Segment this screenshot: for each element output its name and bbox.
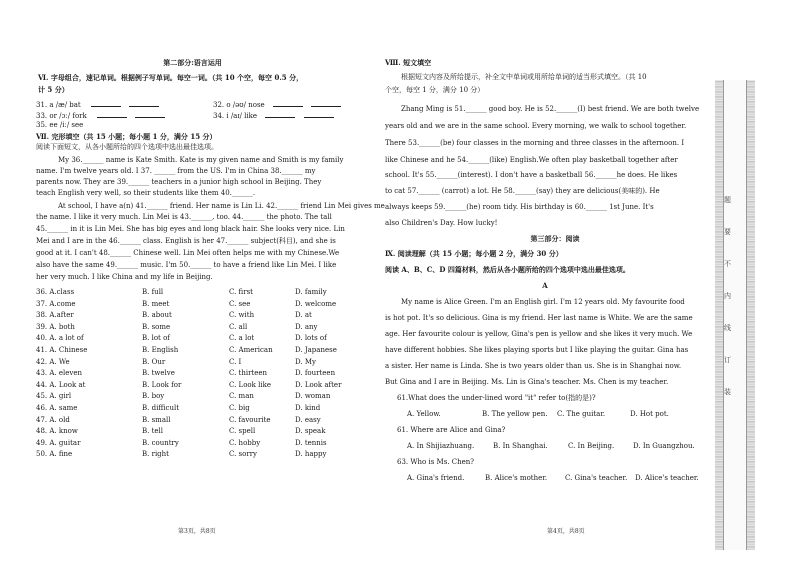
question-option: A. Yellow. bbox=[407, 410, 441, 418]
section8-heading: Ⅷ. 短文填空 bbox=[385, 58, 432, 67]
question-option: D. In Guangzhou. bbox=[633, 442, 695, 450]
section8-instruction: 根据短文内容及所给提示，补全文中单词或用所给单词的适当形式填空。（共 10 bbox=[401, 73, 647, 81]
passage-line: There 53.______(be) four classes in the morning and three classes in the afternoon. I bbox=[385, 139, 685, 147]
question: 61.What does the under-lined word "it" refer to(指的是)? bbox=[397, 394, 596, 402]
question-option: B. The yellow pen. bbox=[482, 410, 548, 418]
passage-line: teach English very well, so their students like them 40.______. bbox=[36, 189, 256, 197]
cloze-option: D. woman bbox=[295, 392, 331, 401]
cloze-option: B. boy bbox=[142, 392, 165, 401]
cloze-option: C. all bbox=[229, 322, 248, 331]
cloze-option: C. sorry bbox=[229, 450, 258, 459]
reading-line: is hot pot. It's so delicious. Gina is my friend. Her last name is White. We are the same bbox=[385, 314, 693, 322]
cloze-option: D. kind bbox=[295, 404, 321, 412]
cloze-option: B. small bbox=[142, 415, 171, 424]
cloze-option: C. favourite bbox=[229, 415, 271, 424]
cloze-option: B. full bbox=[142, 288, 164, 296]
cloze-option: C. thirteen bbox=[229, 369, 268, 378]
binding-margin-inner bbox=[723, 80, 747, 550]
cloze-option: C. Look like bbox=[229, 380, 271, 389]
cloze-option: 48. A. know bbox=[36, 427, 78, 436]
section6-heading-cont: 计 5 分） bbox=[38, 85, 69, 94]
cloze-option: C. a lot bbox=[229, 334, 255, 343]
phonics-item: 33. or /ɔː/ fork bbox=[36, 110, 165, 121]
question-option: A. Gina's friend. bbox=[407, 474, 465, 482]
phonics-item: 34. i /aɪ/ like bbox=[213, 110, 334, 121]
section9-heading: Ⅸ. 阅读理解（共 15 小题；每小题 2 分，满分 30 分） bbox=[385, 249, 563, 258]
reading-line: But Gina and I are in Beijing. Ms. Lin is Gina's teacher. Ms. Chen is my teacher. bbox=[385, 378, 669, 386]
question-option: D. Alice's teacher. bbox=[635, 474, 699, 482]
question-option: B. Alice's mother. bbox=[485, 474, 548, 482]
passage-line: to cat 57.______ (carrot) a lot. He 58.______(say) they are delicious(美味的). He bbox=[385, 187, 660, 195]
question-option: C. Gina's teacher. bbox=[565, 474, 628, 482]
part-title: 第二部分:语言运用 bbox=[163, 58, 222, 67]
passage-line: Zhang Ming is 51.______ good boy. He is 52.______(I) best friend. We are both twelve bbox=[401, 105, 700, 113]
binding-margin-char: 要 bbox=[724, 228, 731, 236]
cloze-option: 50. A. fine bbox=[36, 450, 73, 459]
passage-line: like Chinese and he 54.______(like) English.We often play basketball together after bbox=[385, 156, 678, 164]
cloze-option: B. twelve bbox=[142, 369, 175, 378]
cloze-option: D. family bbox=[295, 288, 327, 296]
question-option: D. Hot pot. bbox=[630, 410, 669, 418]
binding-margin-char: 装 bbox=[724, 388, 731, 396]
passage-line: name. I'm twelve years old. I 37. ______ from the US. I'm in China 38.______ my bbox=[36, 167, 316, 175]
cloze-option: D. tennis bbox=[295, 438, 327, 447]
cloze-option: 45. A. girl bbox=[36, 392, 72, 401]
cloze-option: 40. A. a lot of bbox=[36, 334, 84, 343]
page-footer: 第3页，共8页 bbox=[178, 528, 216, 535]
section7-heading: Ⅶ. 完形填空（共 15 小题；每小题 1 分，满分 15 分） bbox=[36, 132, 217, 141]
passage-line: years old and we are in the same school. Every morning, we walk to school together. bbox=[385, 122, 687, 130]
question-option: C. The guitar. bbox=[557, 410, 606, 418]
reading-line: have different hobbies. She likes playing sports but I like playing the guitar. Gina has bbox=[385, 346, 689, 354]
passage-a-label: A bbox=[542, 281, 548, 290]
passage-line: At school, I have a(n) 41.______ friend. Her name is Lin Li. 42.______ friend Lin Mei gives me bbox=[58, 202, 385, 210]
cloze-option: 49. A. guitar bbox=[36, 438, 81, 447]
question: 63. Who is Ms. Chen? bbox=[397, 458, 475, 466]
cloze-option: C. see bbox=[229, 299, 251, 308]
passage-line: parents now. They are 39.______ teachers in a junior high school in Beijing. They bbox=[36, 178, 322, 186]
passage-line: Mei and I are in the 46.______ class. English is her 47.______ subject(科目), and she is bbox=[36, 237, 336, 245]
cloze-option: B. right bbox=[142, 450, 169, 459]
cloze-option: D. any bbox=[295, 322, 318, 331]
cloze-option: B. English bbox=[142, 346, 179, 354]
cloze-option: C. American bbox=[229, 346, 273, 354]
cloze-option: D. Japanese bbox=[295, 346, 337, 354]
section6-heading: Ⅵ. 字母组合，速记单词。根据例子写单词。每空一词。（共 10 个空，每空 0.5 分， bbox=[38, 73, 304, 82]
question-option: C. In Beijing. bbox=[568, 442, 615, 450]
cloze-option: 47. A. old bbox=[36, 415, 70, 424]
reading-line: a sister. Her name is Linda. She is two years older than us. She is in Shanghai now. bbox=[385, 362, 682, 370]
binding-margin-char: 内 bbox=[724, 292, 731, 300]
cloze-option: B. country bbox=[142, 438, 179, 447]
cloze-option: 37. A.come bbox=[36, 299, 76, 308]
binding-margin-strip bbox=[715, 80, 755, 550]
cloze-option: D. lots of bbox=[295, 334, 327, 343]
reading-line: My name is Alice Green. I'm an English girl. I'm 12 years old. My favourite food bbox=[401, 298, 685, 306]
phonics-item: 32. o /əʊ/ nose bbox=[213, 99, 341, 110]
part3-title: 第三部分：阅读 bbox=[530, 234, 580, 243]
cloze-option: C. hobby bbox=[229, 438, 261, 447]
cloze-option: B. meet bbox=[142, 299, 170, 308]
cloze-option: D. fourteen bbox=[295, 369, 336, 378]
cloze-option: 46. A. same bbox=[36, 404, 78, 412]
cloze-option: 38. A.after bbox=[36, 311, 74, 320]
left-page bbox=[0, 0, 385, 561]
phonics-item: 31. a /æ/ bat bbox=[36, 99, 159, 110]
section8-instruction-cont: 个空，每空 1 分，满分 10 分） bbox=[385, 86, 485, 94]
cloze-option: 43. A. eleven bbox=[36, 369, 82, 378]
cloze-option: B. some bbox=[142, 322, 171, 331]
passage-line: My 36.______ name is Kate Smith. Kate is my given name and Smith is my family bbox=[58, 156, 344, 164]
phonics-item: 35. ee /iː/ see bbox=[36, 121, 84, 129]
reading-line: age. Her favourite colour is yellow, Gina's pen is yellow and she likes it very much. We bbox=[385, 330, 693, 338]
question-option: A. In Shijiazhuang. bbox=[407, 442, 475, 450]
cloze-option: B. about bbox=[142, 311, 172, 320]
passage-line: also have the same 49.______ music. I'm 50.______ to have a friend like Lin Mei. I like bbox=[36, 261, 337, 269]
binding-margin-char: 题 bbox=[724, 196, 731, 204]
passage-line: school. It's 55.______(interest). I don't have a basketball 56.______he does. He likes bbox=[385, 171, 678, 179]
cloze-option: 41. A. Chinese bbox=[36, 346, 88, 354]
cloze-option: D. welcome bbox=[295, 299, 337, 308]
cloze-option: D. easy bbox=[295, 415, 321, 424]
binding-margin-char: 线 bbox=[724, 324, 731, 332]
cloze-option: 36. A.class bbox=[36, 288, 75, 296]
cloze-option: 39. A. both bbox=[36, 322, 75, 331]
question: 61. Where are Alice and Gina? bbox=[397, 426, 506, 434]
binding-margin-char: 订 bbox=[724, 356, 731, 364]
cloze-option: B. lot of bbox=[142, 334, 170, 343]
question-option: B. In Shanghai. bbox=[493, 442, 548, 450]
cloze-option: D. happy bbox=[295, 450, 327, 459]
cloze-option: C. with bbox=[229, 311, 255, 320]
passage-line: also Children's Day. How lucky! bbox=[385, 219, 498, 227]
cloze-option: B. tell bbox=[142, 427, 164, 436]
passage-line: 45.______ in it is Lin Mei. She has big eyes and long black hair. She looks very nice. Lin bbox=[36, 225, 345, 233]
cloze-option: B. Look for bbox=[142, 380, 182, 389]
passage-line: her very much. I like China and my life in Beijing. bbox=[36, 273, 213, 281]
cloze-option: C. I bbox=[229, 357, 242, 366]
cloze-option: 42. A. We bbox=[36, 357, 70, 366]
binding-margin-char: 不 bbox=[724, 260, 731, 268]
cloze-option: C. man bbox=[229, 392, 254, 401]
cloze-option: D. My bbox=[295, 357, 316, 366]
page-footer: 第4页，共8页 bbox=[547, 528, 585, 535]
passage-line: good at it. I can't 48.______ Chinese well. Lin Mei often helps me with my Chinese.We bbox=[36, 249, 340, 257]
cloze-option: D. speak bbox=[295, 427, 326, 436]
cloze-option: D. Look after bbox=[295, 380, 342, 389]
cloze-option: C. spell bbox=[229, 427, 256, 436]
cloze-option: D. at bbox=[295, 311, 312, 320]
section7-instruction: 阅读下面短文，从各小题所给的四个选项中选出最佳选项。 bbox=[36, 143, 218, 151]
passage-line: always keeps 59.______(he) room tidy. His birthday is 60.______ 1st June. It's bbox=[385, 203, 654, 211]
passage-line: the name. I like it very much. Lin Mei is 43.______, too. 44.______ the photo. The tall bbox=[36, 213, 332, 221]
cloze-option: B. difficult bbox=[142, 404, 180, 412]
cloze-option: B. Our bbox=[142, 357, 166, 366]
cloze-option: 44. A. Look at bbox=[36, 380, 86, 389]
cloze-option: C. first bbox=[229, 288, 253, 296]
section9-instruction: 阅读 A、B、C、D 四篇材料，然后从各小题所给的四个选项中选出最佳选项。 bbox=[385, 265, 630, 274]
cloze-option: C. big bbox=[229, 404, 250, 412]
